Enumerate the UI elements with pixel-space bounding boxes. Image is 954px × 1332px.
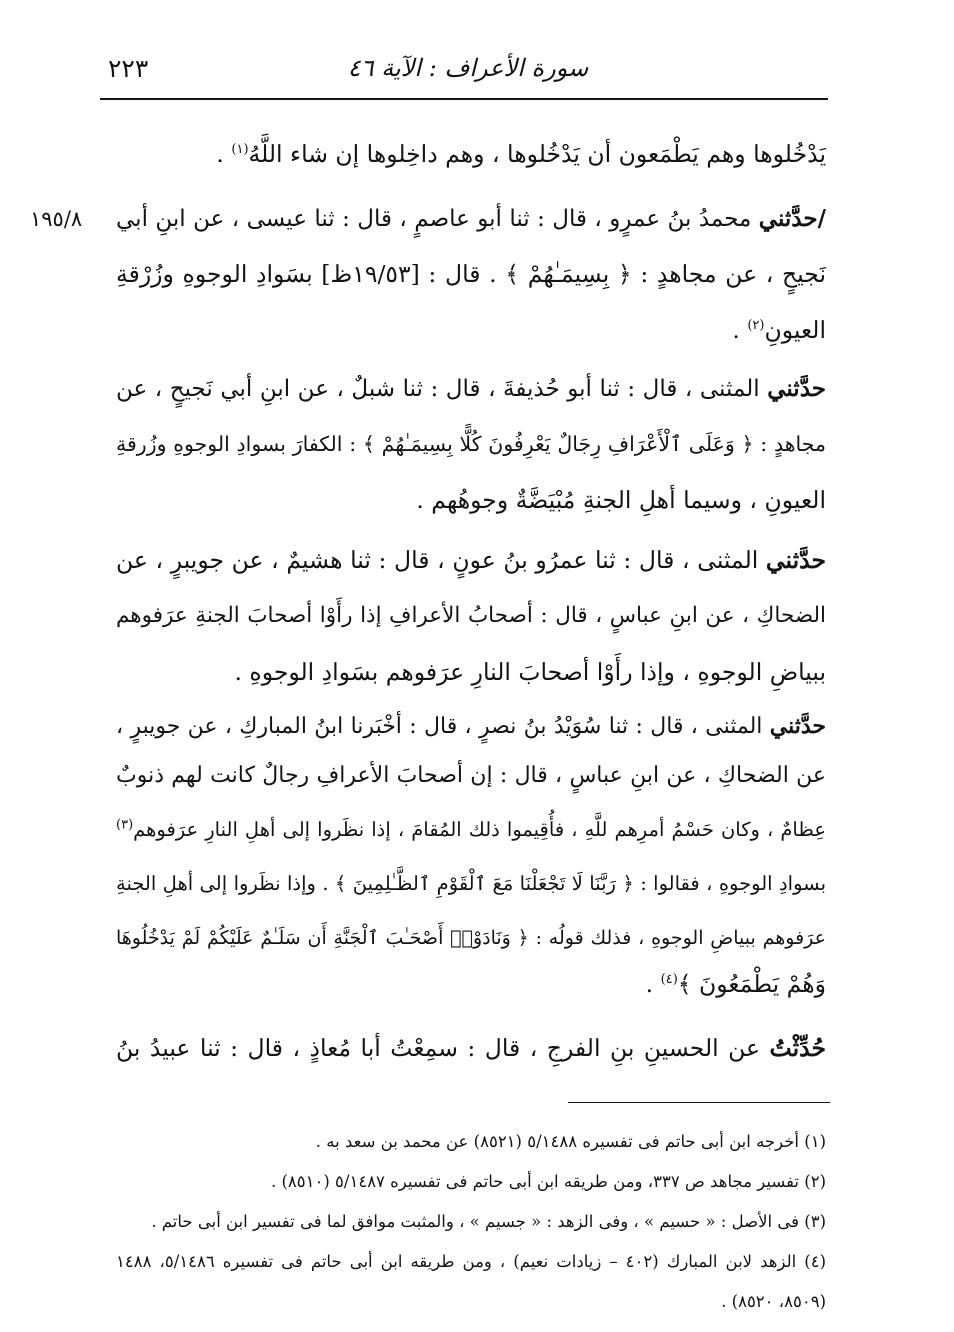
text-line: حدَّثني المثنى ، قال : ثنا سُوَيْدُ بنُ نصرٍ ، قال : أخْبَرنا ابنُ المباركِ ، عن جويبرٍ ، bbox=[116, 713, 826, 739]
text-line: بسوادِ الوجوهِ ، فقالوا : ﴿ رَبَّنَا لَا تَجْعَلْنَا مَعَ ٱلْقَوْمِ ٱلظَّـٰلِمِينَ ﴾ . وإذا نظَروا إلى أهلِ الجنةِ bbox=[116, 872, 826, 895]
text-line: عرَفوهم ببياضِ الوجوهِ ، فذلك قولُه : ﴿ وَنَادَوْا۟ أَصْحَـٰبَ ٱلْجَنَّةِ أَن سَلَـٰمٌ عَلَيْكُمْ لَمْ يَدْخُلُوهَا bbox=[116, 927, 826, 949]
text-line: الضحاكِ ، عن ابنِ عباسٍ ، قال : أصحابُ الأعرافِ إذا رأَوْا أصحابَ الجنةِ عرَفوهم bbox=[116, 603, 826, 628]
text-line: عِظامٌ ، وكان حَسْمُ أمرِهم للَّهِ ، فأُقِيموا ذلك المُقامَ ، إذا نظَروا إلى أهلِ النارِ عرَفوهم$^{(٣)}$ bbox=[116, 817, 826, 841]
text-line: وَهُمْ يَطْمَعُونَ ﴾$^{(٤)}$ . bbox=[645, 970, 826, 998]
footnote: (١) أخرجه ابن أبى حاتم فى تفسيره ٥/١٤٨٨ (٨٥٢١) عن محمد بن سعد به . bbox=[315, 1132, 826, 1151]
text-line: حدَّثني المثنى ، قال : ثنا أبو حُذيفةَ ، قال : ثنا شبلٌ ، عن ابنِ أبي نَجيحٍ ، عن bbox=[116, 375, 826, 402]
text-line: نَجيحٍ ، عن مجاهدٍ : ﴿ بِسِيمَـٰهُمْ ﴾ . قال : [١٩/٥٣ظ] بسَوادِ الوجوهِ وزُرْقةِ bbox=[116, 260, 826, 288]
text-line: العيونِ ، وسيما أهلِ الجنةِ مُبْيَضَّةٌ وجوهُهم . bbox=[416, 486, 826, 514]
text-line: /حدَّثني محمدُ بنُ عمرٍو ، قال : ثنا أبو عاصمٍ ، قال : ثنا عيسى ، عن ابنِ أبي bbox=[116, 205, 826, 232]
footnote: (٢) تفسير مجاهد ص ٣٣٧، ومن طريقه ابن أبى حاتم فى تفسيره ٥/١٤٨٧ (٨٥١٠) . bbox=[270, 1172, 826, 1191]
narration-lead: حدَّثني bbox=[769, 713, 826, 739]
running-header bbox=[108, 54, 828, 90]
footnote-rule bbox=[568, 1102, 830, 1103]
surah-header: سورة الأعراف : الآية ٤٦ bbox=[347, 54, 589, 82]
header-rule bbox=[100, 98, 828, 100]
text-line: حُدِّثْتُ عن الحسينِ بنِ الفرجِ ، قال : سمِعْتُ أبا مُعاذٍ ، قال : ثنا عبيدُ بنُ bbox=[116, 1034, 826, 1062]
page-number: ٢٢٣ bbox=[108, 54, 149, 83]
narration-lead: /حدَّثني bbox=[758, 205, 826, 232]
text-line: حدَّثني المثنى ، قال : ثنا عمرُو بنُ عونٍ ، قال : ثنا هشيمٌ ، عن جويبرٍ ، عن bbox=[116, 546, 826, 574]
narration-lead: حدَّثني bbox=[765, 546, 826, 574]
footnote: (٣) فى الأصل : « حسيم » ، وفى الزهد : « جسيم » ، والمثبت موافق لما فى تفسير ابن أبى حاتم . bbox=[151, 1212, 826, 1231]
text-line: ببياضِ الوجوهِ ، وإذا رأَوْا أصحابَ النارِ عرَفوهم بسَوادِ الوجوهِ . bbox=[234, 658, 826, 686]
text-line: مجاهدٍ : ﴿ وَعَلَى ٱلْأَعْرَافِ رِجَالٌ يَعْرِفُونَ كُلًّا بِسِيمَـٰهُمْ ﴾ : الكفارَ بسوادِ الوجوهِ وزُرقةِ bbox=[116, 432, 826, 456]
narration-lead: حدَّثني bbox=[767, 375, 826, 402]
text-line: يَدْخُلوها وهم يَطْمَعون أن يَدْخُلوها ، وهم داخِلوها إن شاء اللَّهُ$^{(١)}$ . bbox=[216, 140, 826, 168]
text-line: العيونِ$^{(٢)}$ . bbox=[732, 316, 826, 344]
narration-lead: حُدِّثْتُ bbox=[769, 1034, 826, 1062]
margin-reference: ١٩٥/٨ bbox=[30, 207, 83, 231]
text-line: عن الضحاكِ ، عن ابنِ عباسٍ ، قال : إن أصحابَ الأعرافِ رجالٌ كانت لهم ذنوبٌ bbox=[116, 763, 826, 788]
footnote: (٨٥٠٩، ٨٥٢٠) . bbox=[721, 1292, 826, 1311]
footnote: (٤) الزهد لابن المبارك (٤٠٢ – زيادات نعيم) ، ومن طريقه ابن أبى حاتم فى تفسيره ٥/١٤٨٦، ١٤٨٨ bbox=[116, 1252, 826, 1271]
